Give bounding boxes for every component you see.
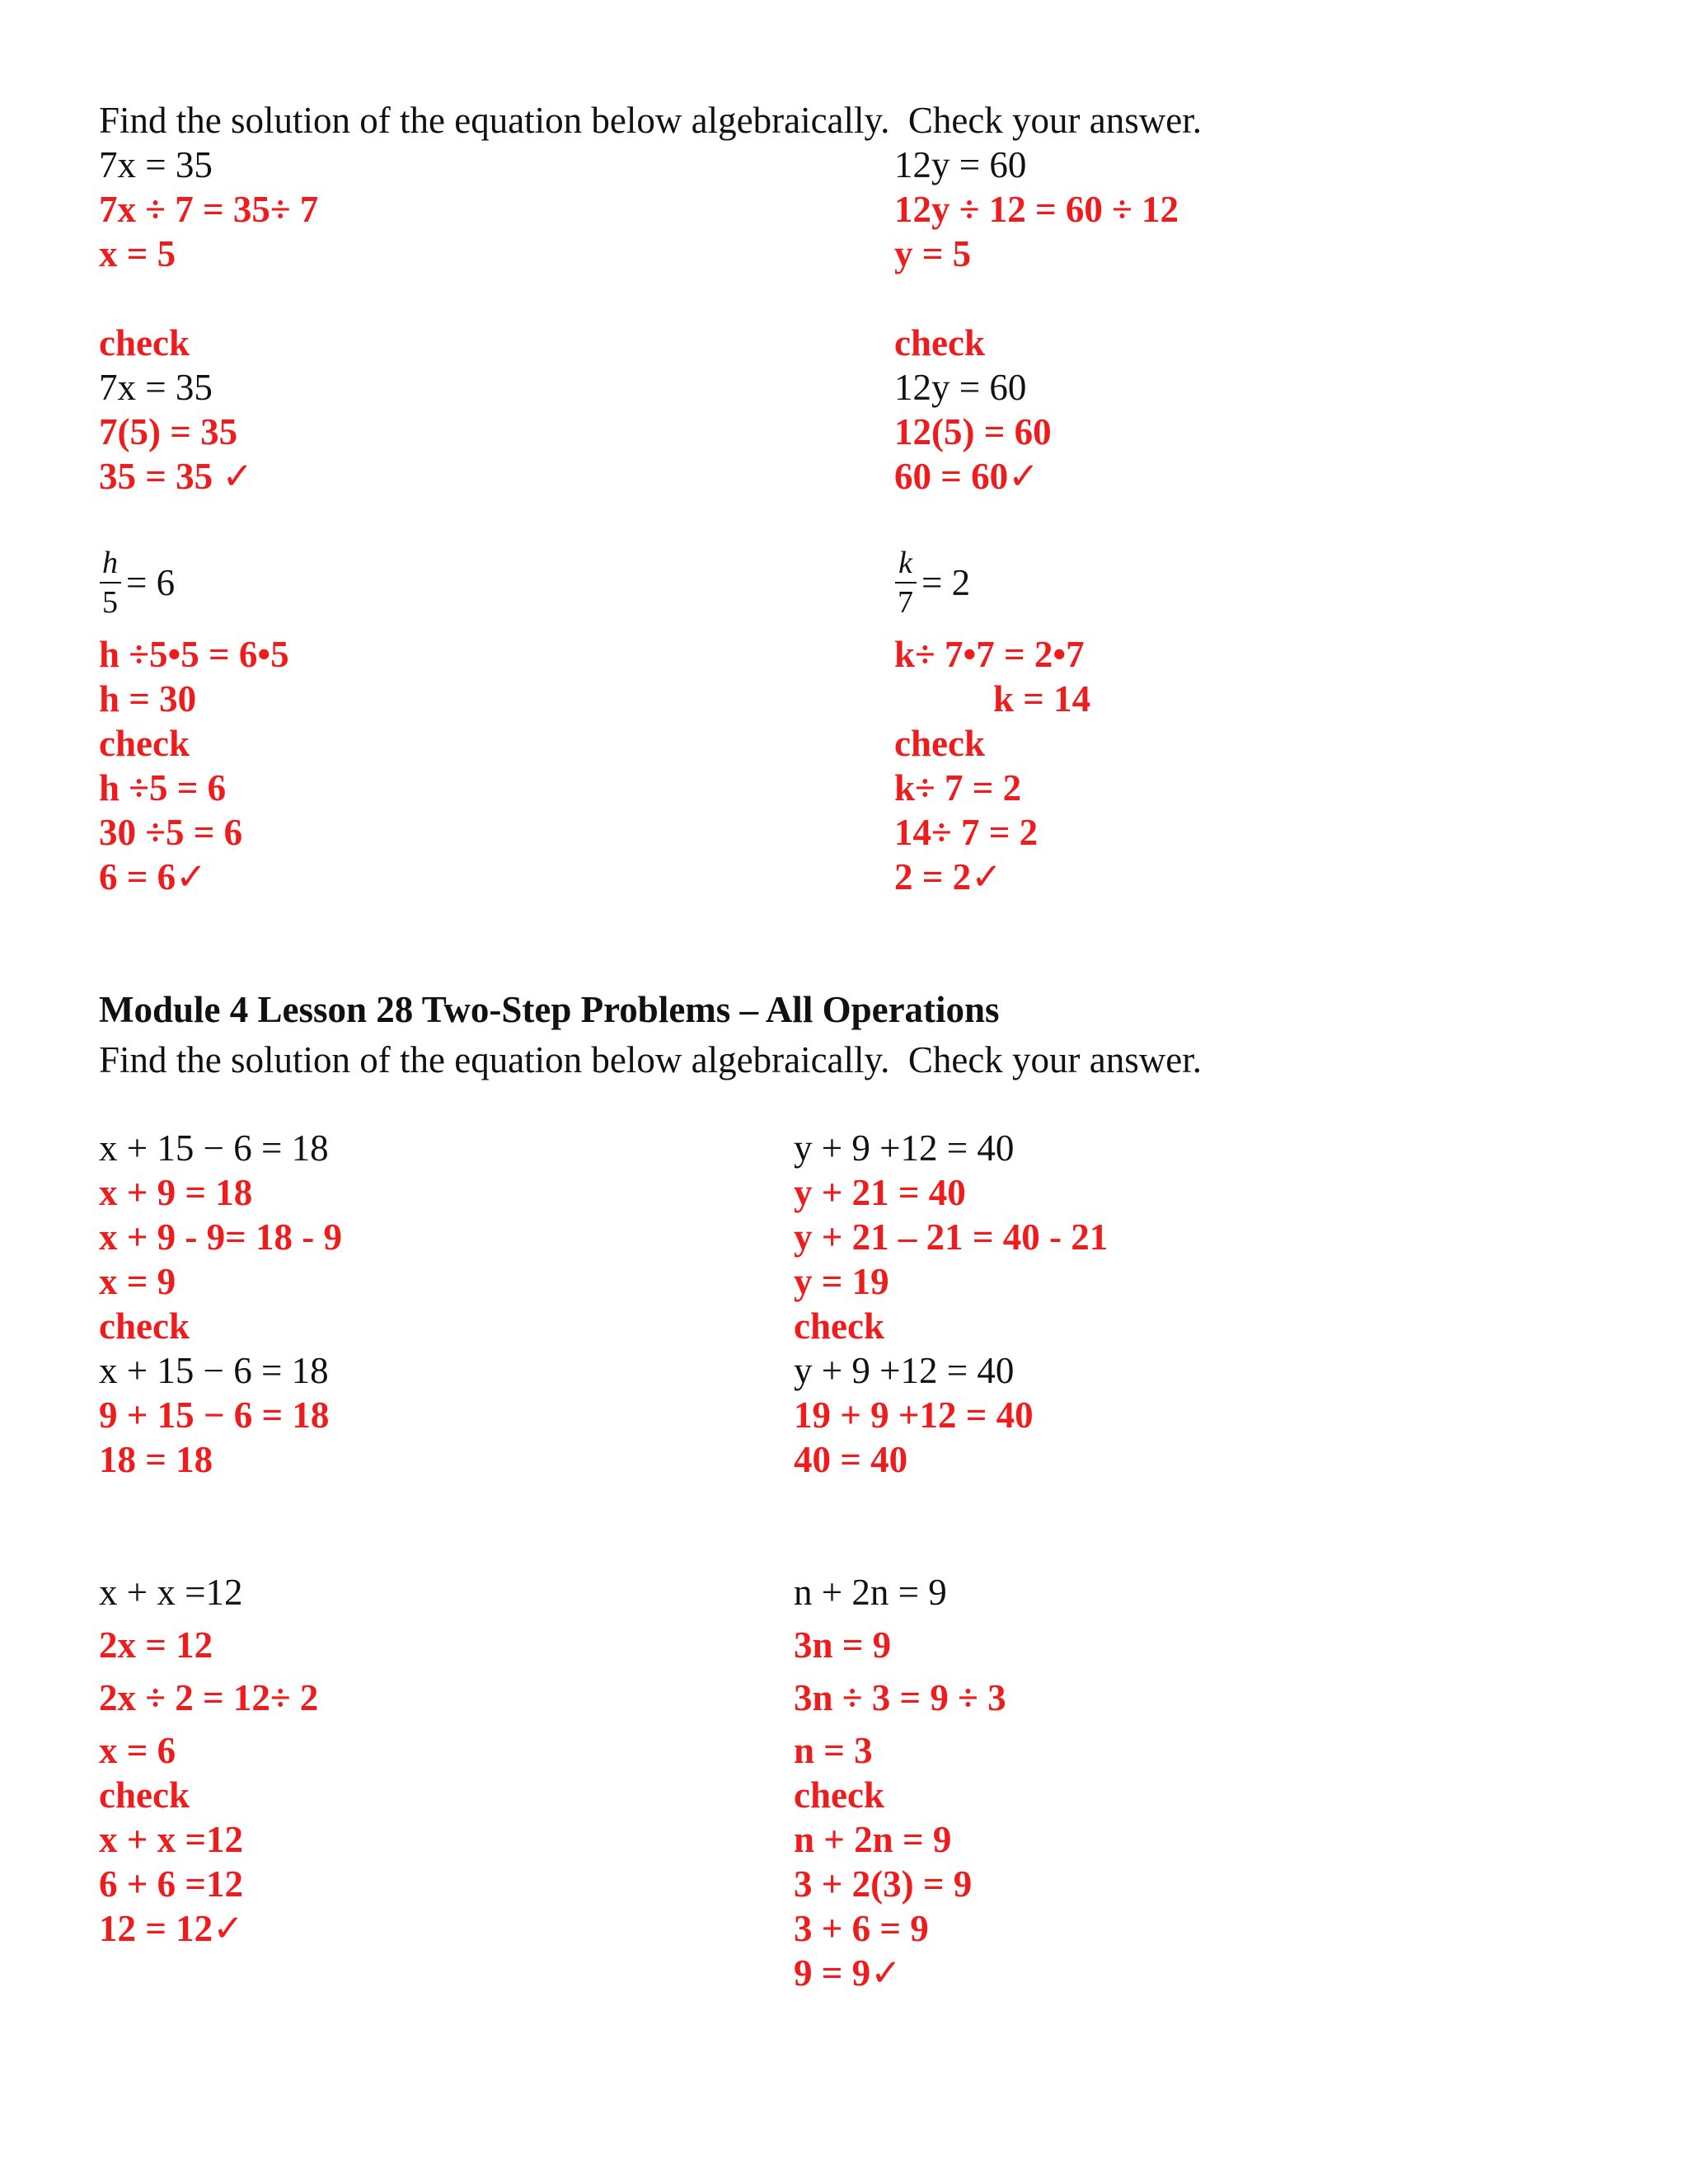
p8-check-label: check	[794, 1774, 884, 1816]
p3-check-sub: 30 ÷5 = 6	[99, 812, 243, 853]
p7-step2: 2x ÷ 2 = 12÷ 2	[99, 1677, 319, 1718]
p6-check-equation: y + 9 +12 = 40	[794, 1350, 1015, 1391]
instruction-2: Find the solution of the equation below algebraically. Check your answer.	[99, 1039, 1203, 1080]
p8-check-result: 9 = 9✓	[794, 1951, 902, 1994]
p2-check-label: check	[894, 322, 985, 363]
p2-equation: 12y = 60	[894, 144, 1027, 185]
p8-check-equation: n + 2n = 9	[794, 1819, 952, 1860]
instruction-1: Find the solution of the equation below algebraically. Check your answer.	[99, 100, 1203, 141]
p6-check-sub: 19 + 9 +12 = 40	[794, 1394, 1034, 1436]
checkmark-icon: ✓	[971, 855, 1002, 898]
p4-check-sub: 14÷ 7 = 2	[894, 812, 1039, 853]
p2-step1: 12y ÷ 12 = 60 ÷ 12	[894, 189, 1179, 230]
p5-check-result: 18 = 18	[99, 1439, 213, 1480]
p1-check-label: check	[99, 322, 190, 363]
p3-fraction-equation	[99, 544, 175, 621]
checkmark-icon: ✓	[176, 855, 207, 898]
p1-step1: 7x ÷ 7 = 35÷ 7	[99, 189, 319, 230]
p7-answer: x = 6	[99, 1730, 176, 1771]
p7-step1: 2x = 12	[99, 1624, 213, 1666]
p4-fraction-equation	[894, 544, 970, 621]
p5-step2: x + 9 - 9= 18 - 9	[99, 1216, 343, 1258]
p4-fraction	[894, 544, 917, 621]
p4-rhs: = 2	[921, 562, 971, 603]
p3-check-result: 6 = 6✓	[99, 855, 207, 898]
p6-equation: y + 9 +12 = 40	[794, 1127, 1015, 1169]
p5-equation: x + 15 − 6 = 18	[99, 1127, 329, 1169]
p4-step1: k÷ 7•7 = 2•7	[894, 634, 1085, 675]
p3-rhs: = 6	[126, 562, 176, 603]
p5-check-sub: 9 + 15 − 6 = 18	[99, 1394, 330, 1436]
checkmark-icon: ✓	[1008, 454, 1039, 498]
p3-answer: h = 30	[99, 678, 197, 719]
p3-step1: h ÷5•5 = 6•5	[99, 634, 289, 675]
p7-check-sub: 6 + 6 =12	[99, 1863, 244, 1905]
p3-check-label: check	[99, 723, 190, 764]
p5-check-equation: x + 15 − 6 = 18	[99, 1350, 329, 1391]
p8-answer: n = 3	[794, 1730, 873, 1771]
p6-answer: y = 19	[794, 1261, 889, 1302]
checkmark-icon: ✓	[870, 1951, 902, 1994]
p1-answer: x = 5	[99, 233, 176, 274]
p4-check-label: check	[894, 723, 985, 764]
p2-check-equation: 12y = 60	[894, 367, 1027, 408]
p7-equation: x + x =12	[99, 1572, 243, 1613]
p1-check-sub: 7(5) = 35	[99, 411, 238, 452]
p7-check-equation: x + x =12	[99, 1819, 244, 1860]
p8-check-step: 3 + 6 = 9	[794, 1908, 929, 1949]
p3-fraction	[99, 544, 121, 621]
p6-step2: y + 21 – 21 = 40 - 21	[794, 1216, 1109, 1258]
p2-check-result: 60 = 60✓	[894, 454, 1039, 498]
p4-numerator: k	[898, 546, 912, 580]
p5-step1: x + 9 = 18	[99, 1172, 253, 1213]
p8-step1: 3n = 9	[794, 1624, 892, 1666]
p4-answer: k = 14	[993, 678, 1091, 719]
p3-denominator: 5	[102, 585, 118, 620]
p8-check-sub: 3 + 2(3) = 9	[794, 1863, 973, 1905]
p5-answer: x = 9	[99, 1261, 176, 1302]
p4-check-equation: k÷ 7 = 2	[894, 767, 1022, 808]
section-heading: Module 4 Lesson 28 Two-Step Problems – All Operations	[99, 989, 1000, 1030]
p3-numerator: h	[102, 546, 118, 580]
p6-check-label: check	[794, 1305, 884, 1347]
p5-check-label: check	[99, 1305, 190, 1347]
p7-check-result: 12 = 12✓	[99, 1906, 244, 1950]
p2-check-sub: 12(5) = 60	[894, 411, 1052, 452]
p4-check-result: 2 = 2✓	[894, 855, 1002, 898]
checkmark-icon: ✓	[213, 1906, 244, 1950]
p2-answer: y = 5	[894, 233, 972, 274]
p8-equation: n + 2n = 9	[794, 1572, 947, 1613]
p1-equation: 7x = 35	[99, 144, 213, 185]
p3-check-equation: h ÷5 = 6	[99, 767, 227, 808]
p7-check-label: check	[99, 1774, 190, 1816]
p1-check-equation: 7x = 35	[99, 367, 213, 408]
p8-step2: 3n ÷ 3 = 9 ÷ 3	[794, 1677, 1006, 1718]
checkmark-icon: ✓	[222, 454, 254, 498]
p4-denominator: 7	[898, 585, 913, 620]
p6-check-result: 40 = 40	[794, 1439, 908, 1480]
p1-check-result: 35 = 35 ✓	[99, 454, 254, 498]
p6-step1: y + 21 = 40	[794, 1172, 966, 1213]
